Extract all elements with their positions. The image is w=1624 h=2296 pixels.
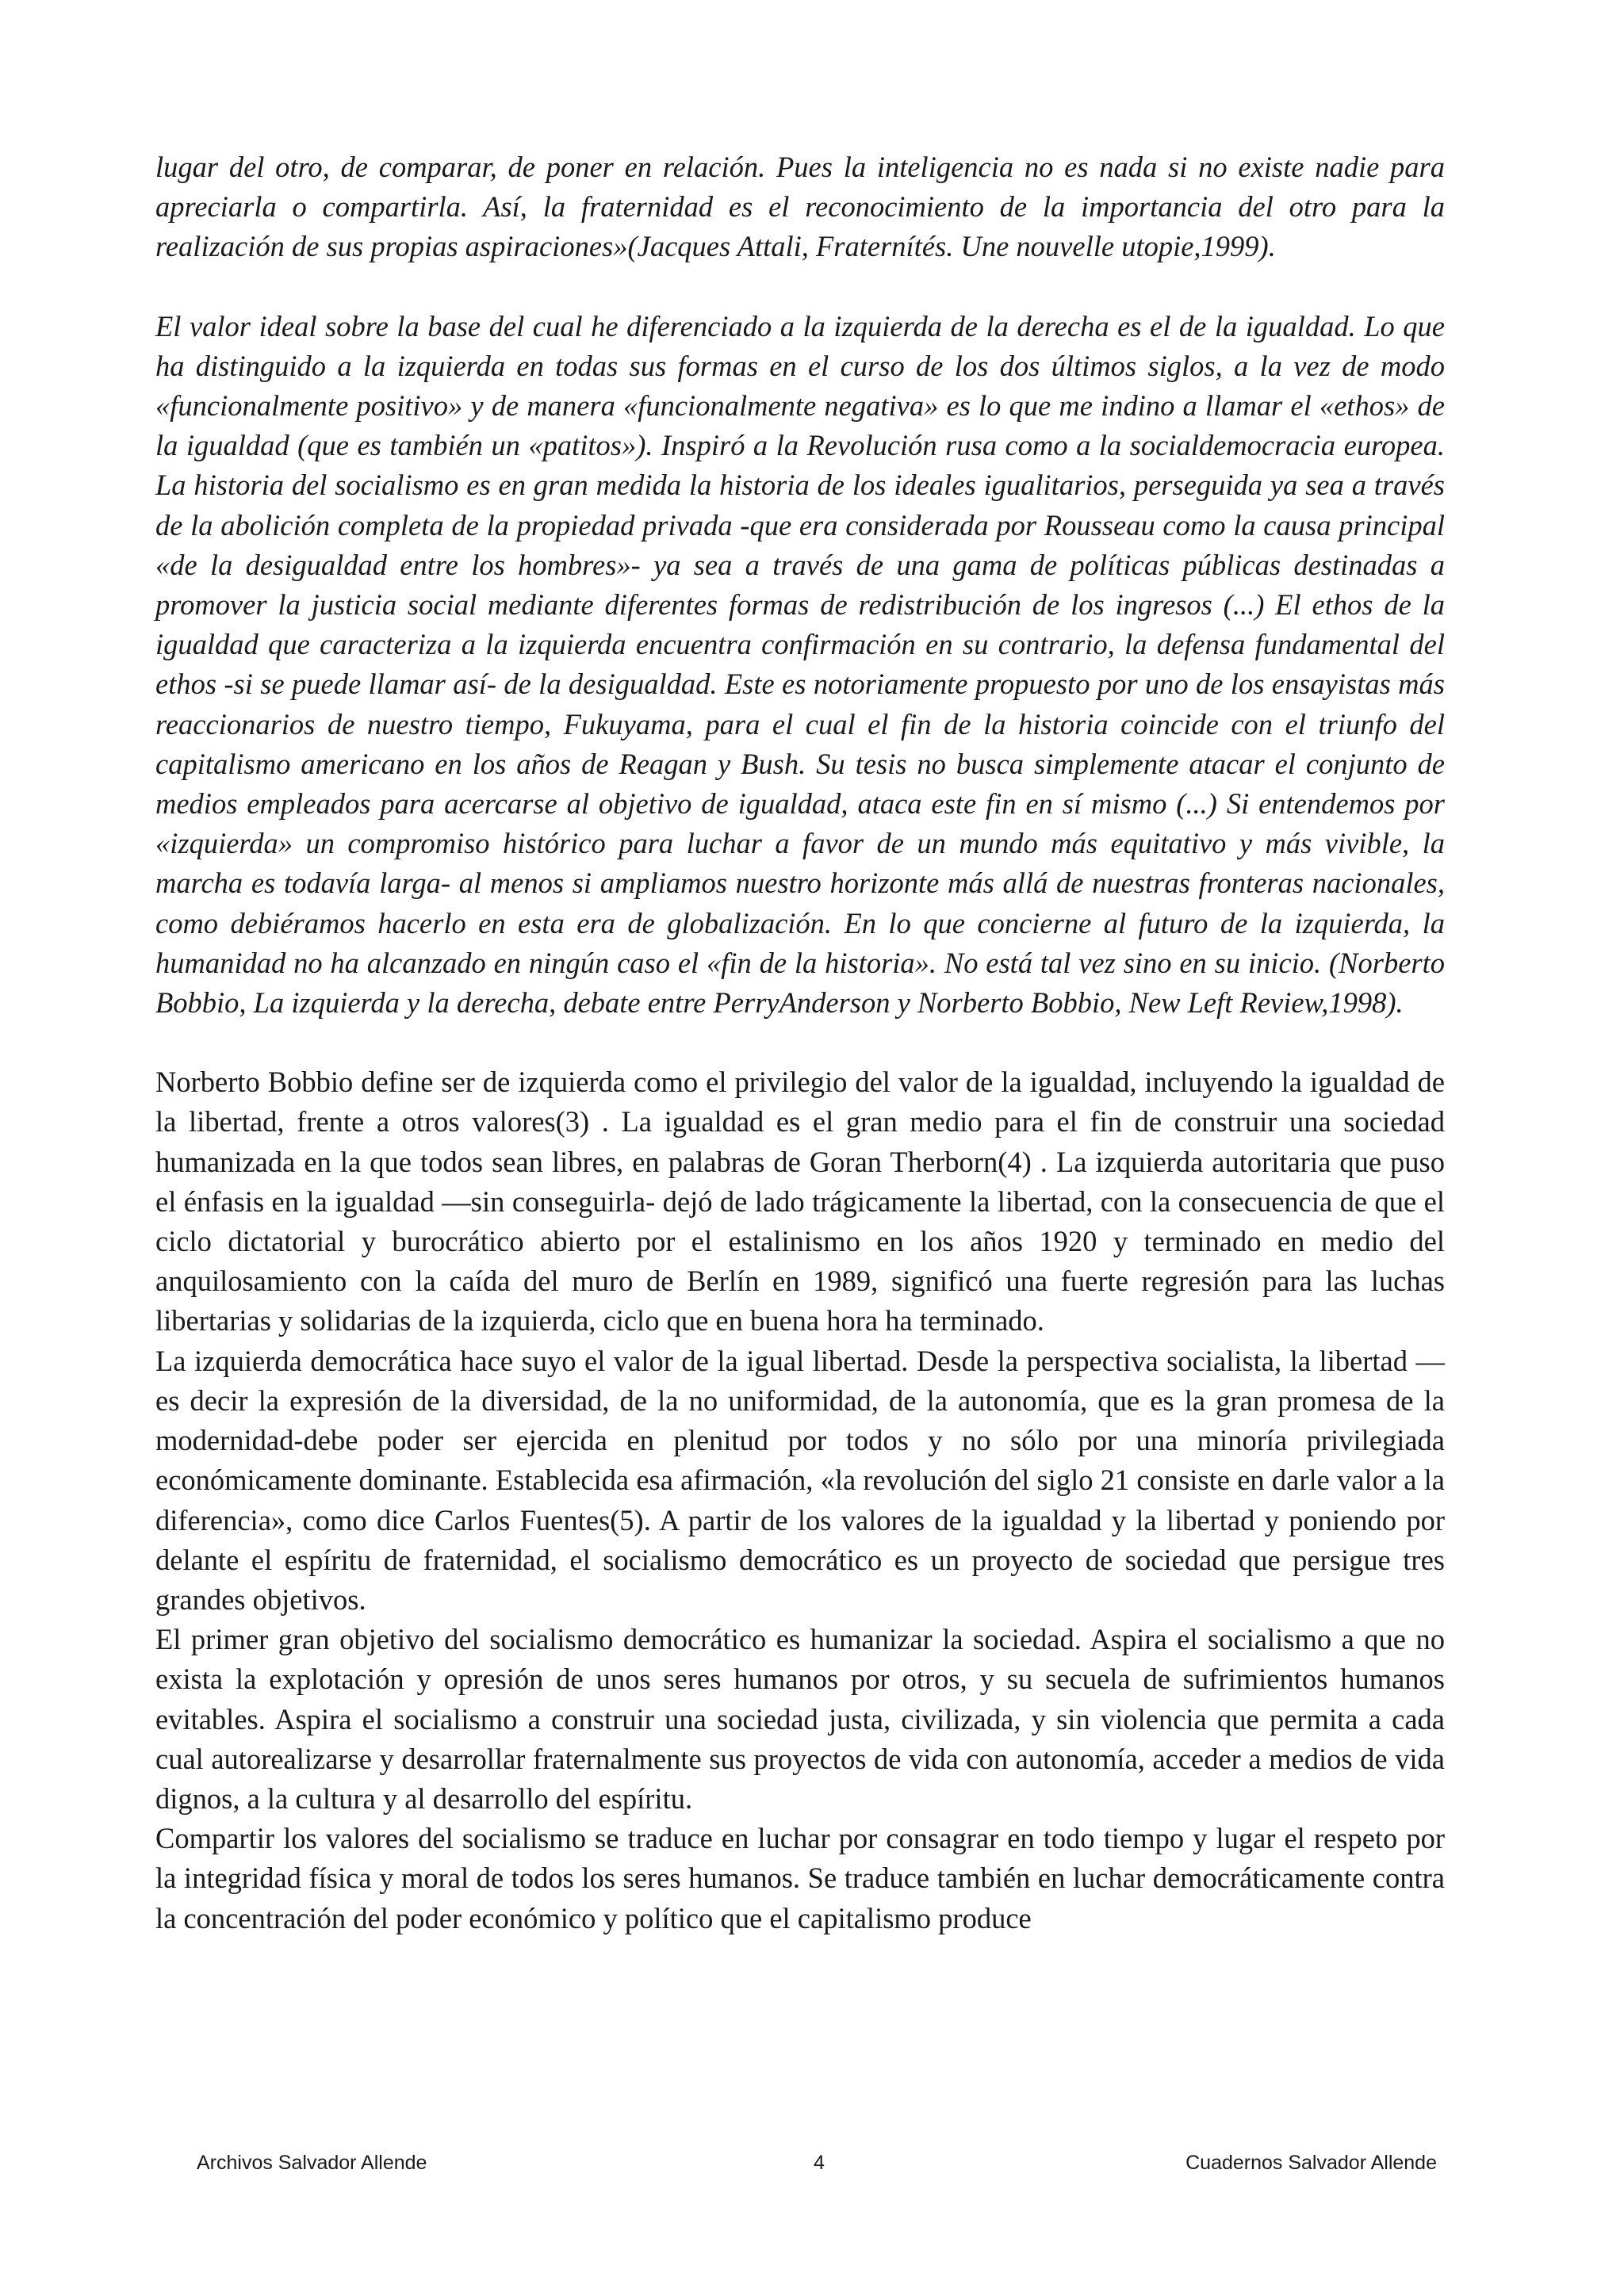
- quote-paragraph-bobbio: El valor ideal sobre la base del cual he diferenciado a la izquierda de la derecha es el de la igualdad. Lo que ha distinguido a la izquierda en todas sus formas en el curso de los dos últimos siglos, a la vez de modo «funcionalmente positivo» y de manera «funcionalmente negativa» es lo que me indino a llamar el «ethos» de la igualdad (que es también un «patitos»). Inspiró a la Revolución rusa como a la socialdemocracia europea. La historia del socialismo es en gran medida la historia de los ideales igualitarios, perseguida ya sea a través de la abolición completa de la propiedad privada -que era considerada por Rousseau como la causa principal «de la desigualdad entre los hombres»- ya sea a través de una gama de políticas públicas destinadas a promover la justicia social mediante diferentes formas de redistribución de los ingresos (...) El ethos de la igualdad que caracteriza a la izquierda encuentra confirmación en su contrario, la defensa fundamental del ethos -si se puede llamar así- de la desigualdad. Este es notoriamente propuesto por uno de los ensayistas más reaccionarios de nuestro tiempo, Fukuyama, para el cual el fin de la historia coincide con el triunfo del capitalismo americano en los años de Reagan y Bush. Su tesis no busca simplemente atacar el conjunto de medios empleados para acercarse al objetivo de igualdad, ataca este fin en sí mismo (...) Si entendemos por «izquierda» un compromiso histórico para luchar a favor de un mundo más equitativo y más vivible, la marcha es todavía larga- al menos si ampliamos nuestro horizonte más allá de nuestras fronteras nacionales, como debiéramos hacerlo en esta era de globalización. En lo que concierne al futuro de la izquierda, la humanidad no ha alcanzado en ningún caso el «fin de la historia». No está tal vez sino en su inicio. (Norberto Bobbio, La izquierda y la derecha, debate entre PerryAnderson y Norberto Bobbio, New Left Review,1998).: [155, 309, 1445, 1020]
- footer-publication-title: Cuadernos Salvador Allende: [1185, 2152, 1437, 2174]
- footer-archive-title: Archivos Salvador Allende: [197, 2152, 427, 2174]
- body-paragraph-first-objective: El primer gran objetivo del socialismo democrático es humanizar la sociedad. Aspira el socialismo a que no exista la explotación y opresión de unos seres humanos por otros, y su secuela de sufrimientos humanos evitables. Aspira el socialismo a construir una sociedad justa, civilizada, y sin violencia que permita a cada cual autorealizarse y desarrollar fraternalmente sus proyectos de vida con autonomía, acceder a medios de vida dignos, a la cultura y al desarrollo del espíritu.: [155, 1623, 1445, 1815]
- footer-page-number: 4: [814, 2152, 825, 2174]
- body-paragraph-democratic-left: La izquierda democrática hace suyo el valor de la igual libertad. Desde la perspectiva socialista, la libertad —es decir la expresión de la diversidad, de la no uniformidad, de la autonomía, que es la gran promesa de la modernidad-debe poder ser ejercida en plenitud por todos y no sólo por una minoría privilegiada económicamente dominante. Establecida esa afirmación, «la revolución del siglo 21 consiste en darle valor a la diferencia», como dice Carlos Fuentes(5). A partir de los valores de la igualdad y la libertad y poniendo por delante el espíritu de fraternidad, el socialismo democrático es un proyecto de sociedad que persigue tres grandes objetivos.: [155, 1344, 1445, 1616]
- document-page: [155, 147, 1445, 1938]
- page-footer: [197, 2147, 1437, 2179]
- body-paragraph-shared-values: Compartir los valores del socialismo se traduce en luchar por consagrar en todo tiempo y lugar el respeto por la integridad física y moral de todos los seres humanos. Se traduce también en luchar democráticamente contra la concentración del poder económico y político que el capitalismo produce: [155, 1822, 1445, 1934]
- body-paragraph-bobbio-definition: Norberto Bobbio define ser de izquierda como el privilegio del valor de la igualdad, incluyendo la igualdad de la libertad, frente a otros valores(3) . La igualdad es el gran medio para el fin de construir una sociedad humanizada en la que todos sean libres, en palabras de Goran Therborn(4) . La izquierda autoritaria que puso el énfasis en la igualdad —sin conseguirla- dejó de lado trágicamente la libertad, con la consecuencia de que el ciclo dictatorial y burocrático abierto por el estalinismo en los años 1920 y terminado en medio del anquilosamiento con la caída del muro de Berlín en 1989, significó una fuerte regresión para las luchas libertarias y solidarias de la izquierda, ciclo que en buena hora ha terminado.: [155, 1066, 1445, 1337]
- quote-paragraph-attali: lugar del otro, de comparar, de poner en relación. Pues la inteligencia no es nada si no existe nadie para apreciarla o compartirla. Así, la fraternidad es el reconocimiento de la importancia del otro para la realización de sus propias aspiraciones»(Jacques Attali, Fraternítés. Une nouvelle utopie,1999).: [155, 151, 1445, 263]
